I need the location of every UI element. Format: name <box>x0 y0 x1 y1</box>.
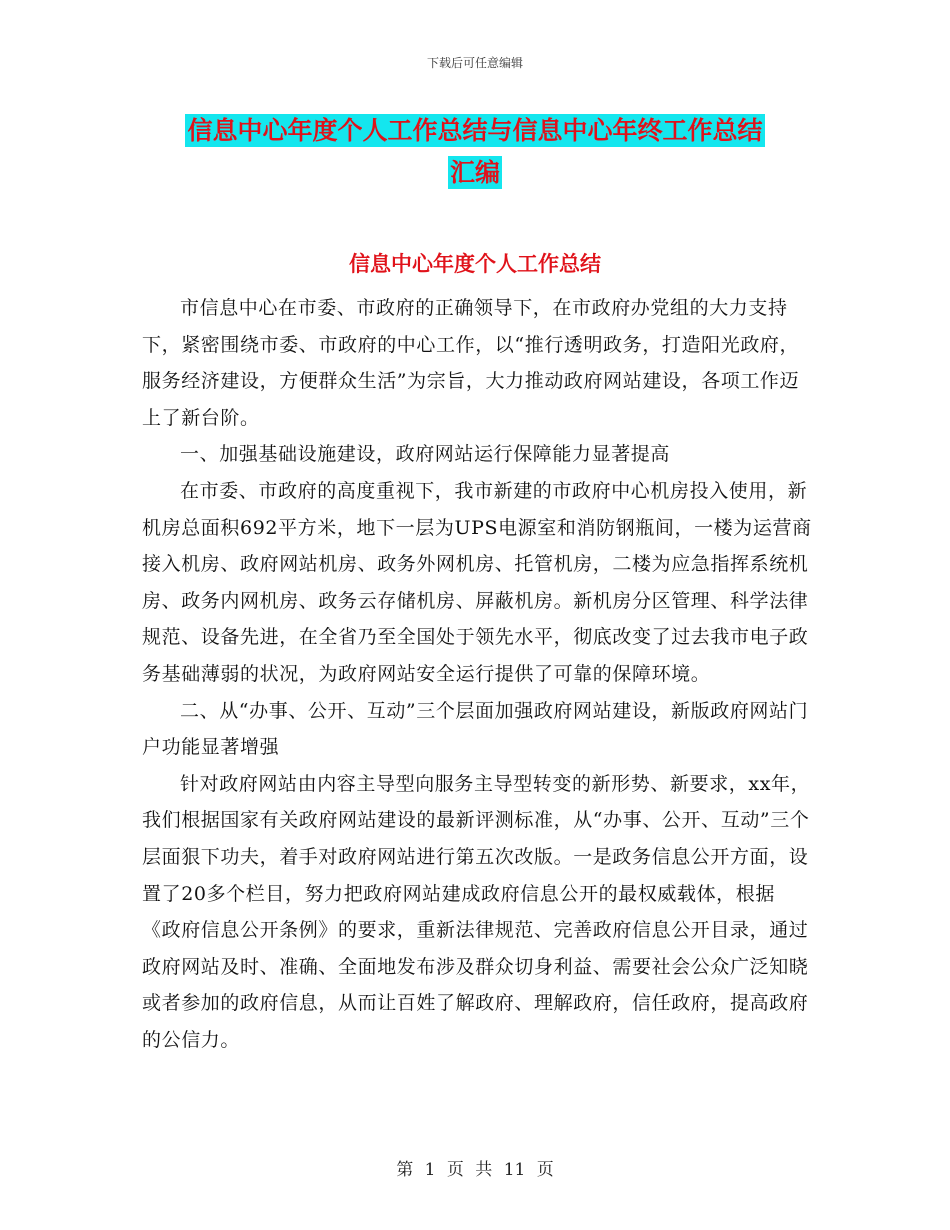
page-number-footer: 第 1 页 共 11 页 <box>396 1160 554 1180</box>
section-title: 信息中心年度个人工作总结 <box>349 252 601 276</box>
paragraph-heading-1: 一、加强基础设施建设，政府网站运行保障能力显著提高 <box>180 443 671 466</box>
document-body <box>142 290 812 1058</box>
paragraph-infrastructure: 在市委、市政府的高度重视下，我市新建的市政府中心机房投入使用，新机房总面积692平方米，地下一层为UPS电源室和消防钢瓶间，一楼为运营商接入机房、政府网站机房、政务外网机房、托管机房，二楼为应急指挥系统机房、政务内网机房、政务云存储机房、屏蔽机房。新机房分区管理、科学法律规范、设备先进，在全省乃至全国处于领先水平，彻底改变了过去我市电子政务基础薄弱的状况，为政府网站安全运行提供了可靠的保障环境。 <box>142 479 812 685</box>
header-note: 下载后可任意编辑 <box>426 56 523 70</box>
paragraph-website: 针对政府网站由内容主导型向服务主导型转变的新形势、新要求，xx年，我们根据国家有关政府网站建设的最新评测标准，从“办事、公开、互动”三个层面狠下功夫，着手对政府网站进行第五次改版。一是政务信息公开方面，设置了20多个栏目，努力把政府网站建成政府信息公开的最权威载体，根据《政府信息公开条例》的要求，重新法律规范、完善政府信息公开目录，通过政府网站及时、准确、全面地发布涉及群众切身利益、需要社会公众广泛知晓或者参加的政府信息，从而让百姓了解政府、理解政府，信任政府，提高政府的公信力。 <box>142 772 811 1051</box>
paragraph-intro: 市信息中心在市委、市政府的正确领导下，在市政府办党组的大力支持下，紧密围绕市委、市政府的中心工作，以“推行透明政务，打造阳光政府，服务经济建设，方便群众生活”为宗旨，大力推动政府网站建设，各项工作迈上了新台阶。 <box>142 297 800 429</box>
document-title <box>0 110 950 194</box>
document-title-line-2: 汇编 <box>449 158 500 187</box>
document-title-line-1: 信息中心年度个人工作总结与信息中心年终工作总结 <box>187 116 763 145</box>
paragraph-heading-2: 二、从“办事、公开、互动”三个层面加强政府网站建设，新版政府网站门户功能显著增强 <box>142 699 809 759</box>
